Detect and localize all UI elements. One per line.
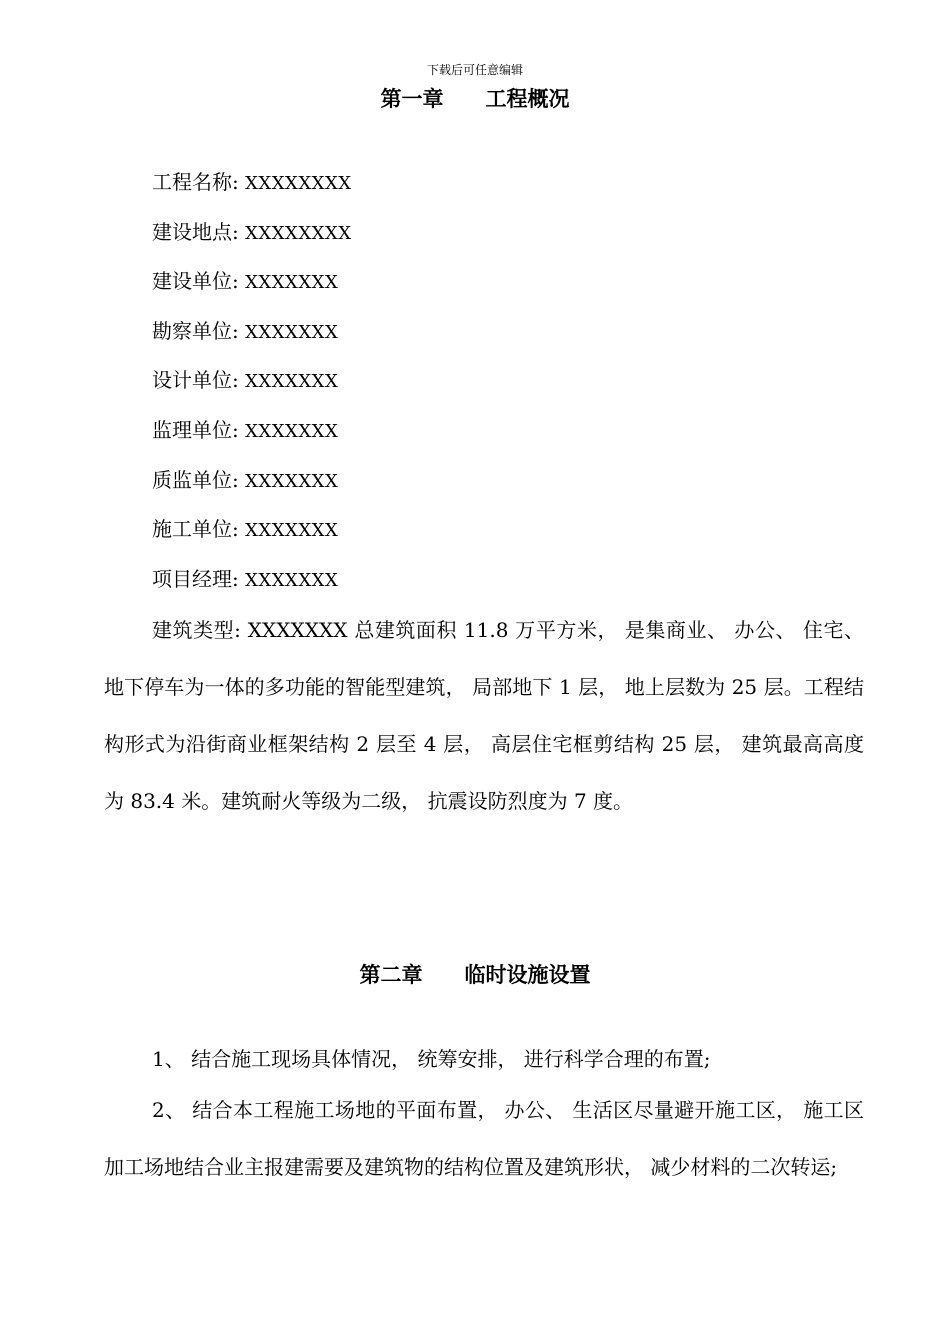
- info-label: 工程名称:: [152, 170, 239, 194]
- info-value: XXXXXXX: [245, 420, 339, 442]
- info-value: XXXXXXX: [245, 470, 339, 492]
- info-label: 项目经理:: [152, 566, 239, 591]
- info-value: XXXXXXX: [245, 520, 339, 542]
- info-label: 监理单位:: [152, 417, 239, 442]
- building-description-paragraph: 建筑类型: XXXXXXX 总建筑面积 11.8 万平方米， 是集商业、 办公、 住宅、 地下停车为一体的多功能的智能型建筑， 局部地下 1 层， 地上层数为 25 层。工程结构形式为沿街商业框架结构 2 层至 4 层， 高层住宅框剪结构 25 层， 建筑最高高度为 83.4 米。建筑耐火等级为二级， 抗震设防烈度为 7 度。: [104, 618, 864, 813]
- project-info-item: [152, 414, 352, 464]
- project-info-item: [152, 364, 352, 414]
- info-label: 建设地点:: [152, 219, 239, 244]
- info-value: XXXXXXXX: [245, 222, 352, 244]
- info-label: 质监单位:: [152, 467, 239, 492]
- info-value: XXXXXXX: [245, 371, 339, 393]
- project-info-item: [152, 265, 352, 315]
- info-value: XXXXXXX: [245, 569, 339, 591]
- info-label: 设计单位:: [152, 368, 239, 393]
- project-info-list: [152, 166, 352, 612]
- info-label: 勘察单位:: [152, 318, 239, 343]
- project-info-item: [152, 166, 352, 216]
- chapter-2-title: 第二章 临时设施设置: [359, 963, 591, 987]
- chapter-1-title: 第一章 工程概况: [380, 87, 570, 111]
- info-value: XXXXXXXX: [245, 173, 352, 194]
- project-info-item: [152, 513, 352, 563]
- project-info-item: [152, 315, 352, 365]
- info-label: 建设单位:: [152, 269, 239, 294]
- info-label: 施工单位:: [152, 517, 239, 542]
- chapter-2-item-1: 1、 结合施工现场具体情况， 统筹安排， 进行科学合理的布置;: [152, 1047, 711, 1071]
- header-note: 下载后可任意编辑: [426, 63, 523, 77]
- info-value: XXXXXXX: [245, 272, 339, 294]
- project-info-item: [152, 464, 352, 514]
- chapter-2-item-2: 2、 结合本工程施工场地的平面布置， 办公、 生活区尽量避开施工区， 施工区加工场地结合业主报建需要及建筑物的结构位置及建筑形状， 减少材料的二次转运;: [104, 1098, 864, 1179]
- project-info-item: [152, 216, 352, 266]
- info-value: XXXXXXX: [245, 321, 339, 343]
